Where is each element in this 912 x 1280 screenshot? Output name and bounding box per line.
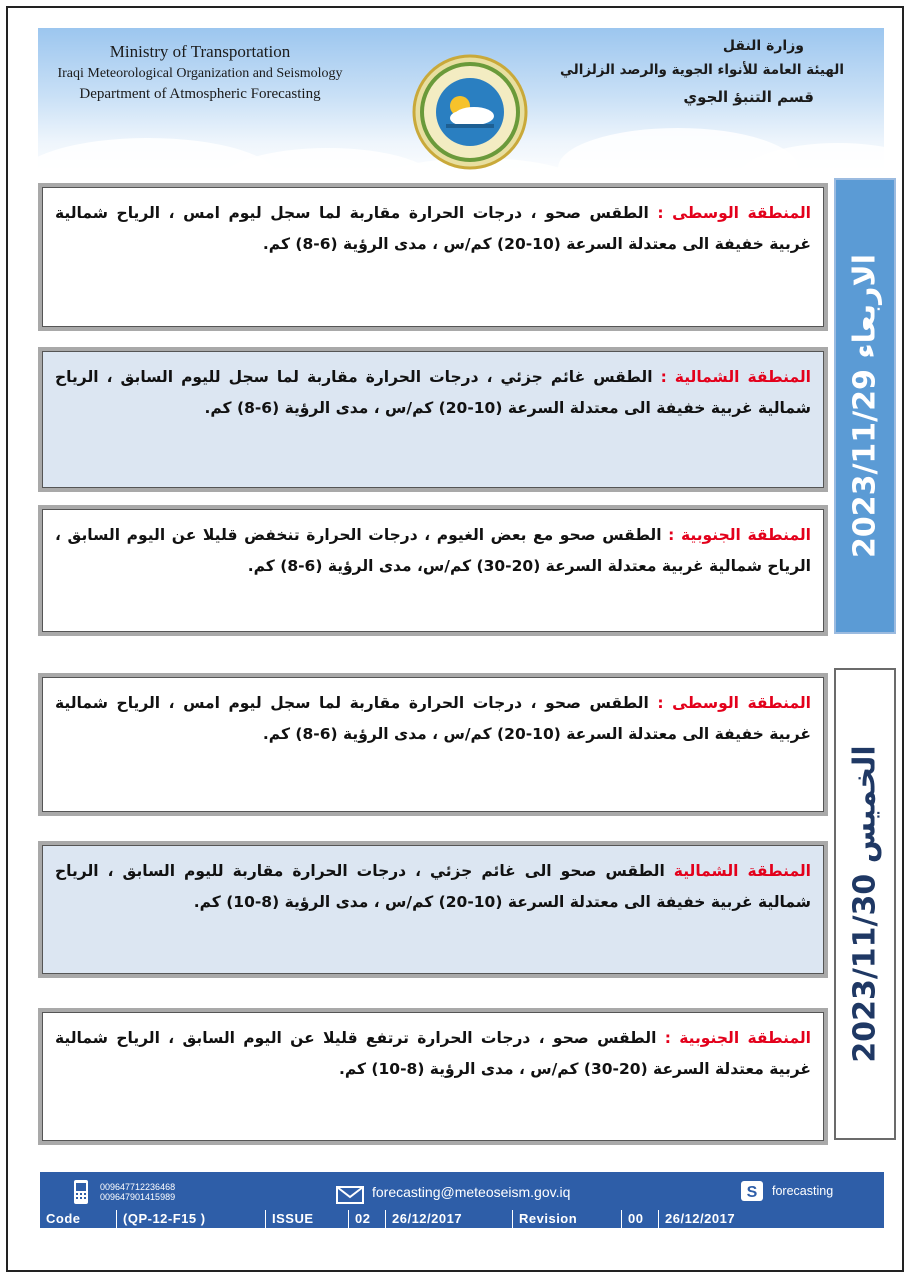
organization-logo — [410, 52, 530, 172]
department-name-en: Department of Atmospheric Forecasting — [79, 86, 321, 102]
region-box-south-day1 — [38, 505, 828, 636]
phone-icon — [72, 1178, 90, 1206]
date-label-day2: الخميس 2023/11/30 — [847, 745, 883, 1063]
region-title: المنطقة الوسطى : — [657, 694, 811, 712]
region-box-south-day2 — [38, 1008, 828, 1145]
date-bar-day2 — [834, 668, 896, 1140]
phone-numbers — [100, 1182, 175, 1202]
phone-number-1: 009647712236468 — [100, 1182, 176, 1192]
region-box-north-day1 — [38, 347, 828, 492]
department-name-ar: قسم التنبؤ الجوي — [683, 88, 814, 106]
issue-date: 26/12/2017 — [385, 1210, 512, 1228]
code-label: Code — [46, 1211, 81, 1226]
skype-icon — [740, 1180, 764, 1202]
phone-number-2: 009647901415989 — [100, 1192, 176, 1202]
english-header — [50, 42, 350, 103]
code-value: (QP-12-F15 ) — [116, 1210, 265, 1228]
arabic-header — [559, 38, 844, 106]
region-title: المنطقة الجنوبية : — [668, 526, 811, 544]
region-title: المنطقة الشمالية — [673, 862, 811, 880]
issue-label: ISSUE — [265, 1210, 348, 1228]
revision-label: Revision — [512, 1210, 621, 1228]
region-box-central-day2 — [38, 673, 828, 816]
region-forecast-text: الطقس غائم جزئي ، درجات الحرارة مقاربة لما سجل لليوم السابق ، الرياح شمالية غربية خفيفة الى معتدلة السرعة (10-20) كم/س ، مدى الرؤية (6-8) كم. — [55, 368, 811, 417]
organization-name-en: Iraqi Meteorological Organization and Seismology — [57, 66, 343, 81]
region-forecast-text: الطقس صحو ، درجات الحرارة ترتفع قليلا عن اليوم السابق ، الرياح شمالية غربية معتدلة السرعة (20-30) كم/س ، مدى الرؤية (8-10) كم. — [55, 1029, 811, 1078]
ministry-name-en: Ministry of Transportation — [109, 42, 291, 61]
region-forecast-text: الطقس صحو ، درجات الحرارة مقاربة لما سجل ليوم امس ، الرياح شمالية غربية خفيفة الى معتدلة السرعة (10-20) كم/س ، مدى الرؤية (6-8) كم. — [55, 204, 811, 253]
region-title: المنطقة الشمالية : — [660, 368, 811, 386]
svg-text:S: S — [746, 1184, 758, 1201]
revision-number: 00 — [621, 1210, 658, 1228]
footer-contact-bar — [40, 1172, 884, 1210]
region-box-north-day2 — [38, 841, 828, 978]
date-label-day1: الاربعاء 2023/11/29 — [847, 253, 883, 559]
issue-number: 02 — [348, 1210, 385, 1228]
region-box-central-day1 — [38, 183, 828, 331]
revision-date: 26/12/2017 — [658, 1210, 789, 1228]
skype-name: forecasting — [772, 1184, 834, 1198]
ministry-name-ar: وزارة النقل — [722, 38, 804, 54]
date-bar-day1 — [834, 178, 896, 634]
header-banner — [38, 28, 884, 180]
organization-name-ar: الهيئة العامة للأنواء الجوية والرصد الزلزالي — [559, 62, 844, 78]
region-title: المنطقة الوسطى : — [657, 204, 811, 222]
region-title: المنطقة الجنوبية : — [664, 1029, 811, 1047]
region-forecast-text: الطقس صحو الى غائم جزئي ، درجات الحرارة مقاربة لليوم السابق ، الرياح شمالية غربية خفيفة الى معتدلة السرعة (10-20) كم/س ، مدى الرؤية (8-10) كم. — [55, 862, 811, 911]
footer-document-info — [40, 1210, 884, 1228]
mail-icon — [336, 1186, 364, 1204]
email-address[interactable]: forecasting@meteoseism.gov.iq — [372, 1184, 571, 1200]
region-forecast-text: الطقس صحو ، درجات الحرارة مقاربة لما سجل ليوم امس ، الرياح شمالية غربية خفيفة الى معتدلة السرعة (10-20) كم/س ، مدى الرؤية (6-8) كم. — [55, 694, 811, 743]
region-forecast-text: الطقس صحو مع بعض الغيوم ، درجات الحرارة تنخفض قليلا عن اليوم السابق ، الرياح شمالية غربية معتدلة السرعة (20-30) كم/س، مدى الرؤية (6-8) كم. — [55, 526, 811, 575]
